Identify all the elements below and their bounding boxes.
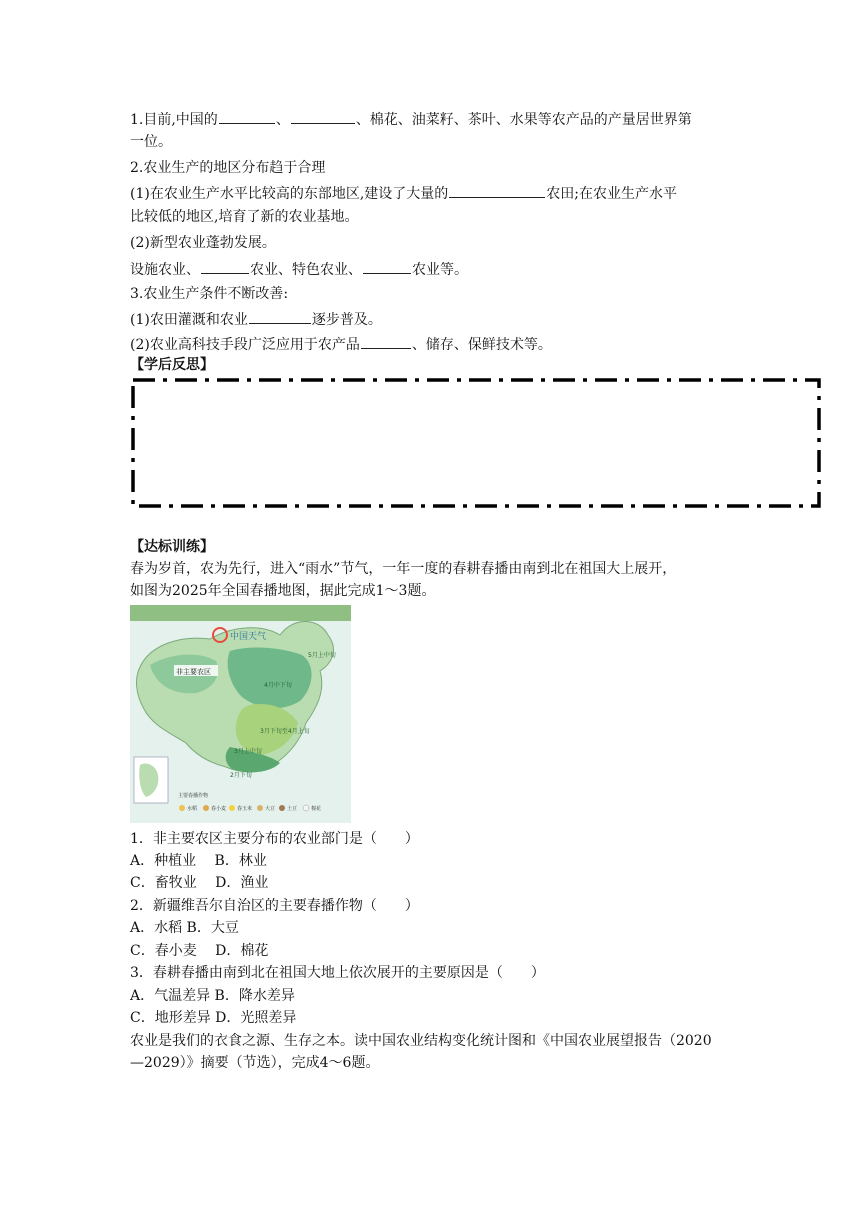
text: 逐步普及。	[311, 312, 382, 328]
knowledge-line-6	[130, 258, 468, 281]
text: 1.目前,中国的	[130, 112, 218, 128]
text: (1)农田灌溉和农业	[130, 312, 248, 328]
question-3-option-ab[interactable]: A．气温差异 B．降水差异	[130, 988, 295, 1004]
map-label-5: 2月下旬	[230, 772, 252, 779]
map-label-2: 4月中下旬	[264, 682, 292, 689]
cotton-icon	[303, 805, 309, 811]
map-label-3: 3月下旬至4月上旬	[260, 728, 310, 735]
potato-icon	[279, 805, 285, 811]
outro-line-1: 农业是我们的衣食之源、生存之本。读中国农业结构变化统计图和《中国农业展望报告（2020	[130, 1033, 712, 1049]
soybean-icon	[257, 805, 263, 811]
blank-7[interactable]	[361, 333, 411, 349]
legend-wheat: 春小麦	[211, 806, 227, 812]
question-1-stem: 1．非主要农区主要分布的农业部门是（ ）	[130, 831, 419, 847]
knowledge-line-4: 比较低的地区,培育了新的农业基地。	[130, 209, 359, 225]
practice-heading: 【达标训练】	[130, 539, 214, 555]
region-label: 非主要农区	[176, 668, 211, 676]
question-1-option-ab[interactable]: A．种植业 B．林业	[130, 853, 267, 869]
knowledge-line-5: (2)新型农业蓬勃发展。	[130, 235, 276, 251]
legend-cotton: 棉花	[311, 806, 322, 812]
knowledge-line-7: 3.农业生产条件不断改善:	[130, 286, 289, 302]
text: 设施农业、	[130, 262, 200, 278]
question-1-option-cd[interactable]: C．畜牧业 D．渔业	[130, 875, 269, 891]
outro-line-2: —2029）》摘要（节选），完成4～6题。	[130, 1055, 380, 1071]
map-label-4: 3月上中旬	[234, 748, 262, 755]
knowledge-line-1b: 一位。	[130, 134, 172, 150]
text: (2)农业高科技手段广泛应用于农产品	[130, 337, 360, 353]
question-3-option-cd[interactable]: C．地形差异 D．光照差异	[130, 1010, 297, 1026]
text: 农业、特色农业、	[250, 262, 362, 278]
legend-rice: 水稻	[187, 806, 198, 812]
knowledge-line-3	[130, 182, 677, 205]
legend-soybean: 大豆	[265, 806, 276, 812]
knowledge-line-8	[130, 308, 382, 331]
wheat-icon	[203, 805, 209, 811]
blank-5[interactable]	[363, 258, 411, 274]
blank-6[interactable]	[249, 308, 311, 324]
question-2-option-ab[interactable]: A．水稻 B．大豆	[130, 920, 239, 936]
knowledge-line-1	[130, 108, 692, 131]
legend-title: 主要春播作物	[178, 793, 209, 799]
text: (1)在农业生产水平比较高的东部地区,建设了大量的	[130, 186, 449, 202]
reflection-box[interactable]	[131, 378, 821, 508]
question-3-stem: 3．春耕春播由南到北在祖国大地上依次展开的主要原因是（ ）	[130, 965, 545, 981]
legend-potato: 土豆	[287, 806, 298, 812]
knowledge-line-2: 2.农业生产的地区分布趋于合理	[130, 160, 326, 176]
text: 、	[275, 112, 290, 128]
intro-line-1: 春为岁首，农为先行，进入“雨水”节气，一年一度的春耕春播由南到北在祖国大上展开，	[130, 561, 677, 577]
question-2-option-cd[interactable]: C．春小麦 D．棉花	[130, 943, 269, 959]
text: 农业等。	[412, 262, 468, 278]
blank-3[interactable]	[449, 182, 545, 198]
map-logo-text: 中国天气	[230, 632, 267, 642]
intro-line-2: 如图为2025年全国春播地图，据此完成1～3题。	[130, 583, 436, 599]
legend-corn: 春玉米	[237, 806, 253, 812]
text: 、棉花、油菜籽、茶叶、水果等农产品的产量居世界第	[355, 112, 692, 128]
blank-1[interactable]	[219, 108, 275, 124]
question-2-stem: 2．新疆维吾尔自治区的主要春播作物（ ）	[130, 898, 419, 914]
blank-4[interactable]	[201, 258, 249, 274]
reflect-heading: 【学后反思】	[130, 357, 214, 373]
text: 、储存、保鲜技术等。	[411, 337, 552, 353]
knowledge-line-9	[130, 333, 552, 356]
map-label-1: 5月上中旬	[308, 652, 336, 659]
rice-icon	[179, 805, 185, 811]
text: 农田;在农业生产水平	[546, 186, 677, 202]
corn-icon	[229, 805, 235, 811]
blank-2[interactable]	[291, 108, 355, 124]
spring-sowing-map	[130, 605, 351, 823]
